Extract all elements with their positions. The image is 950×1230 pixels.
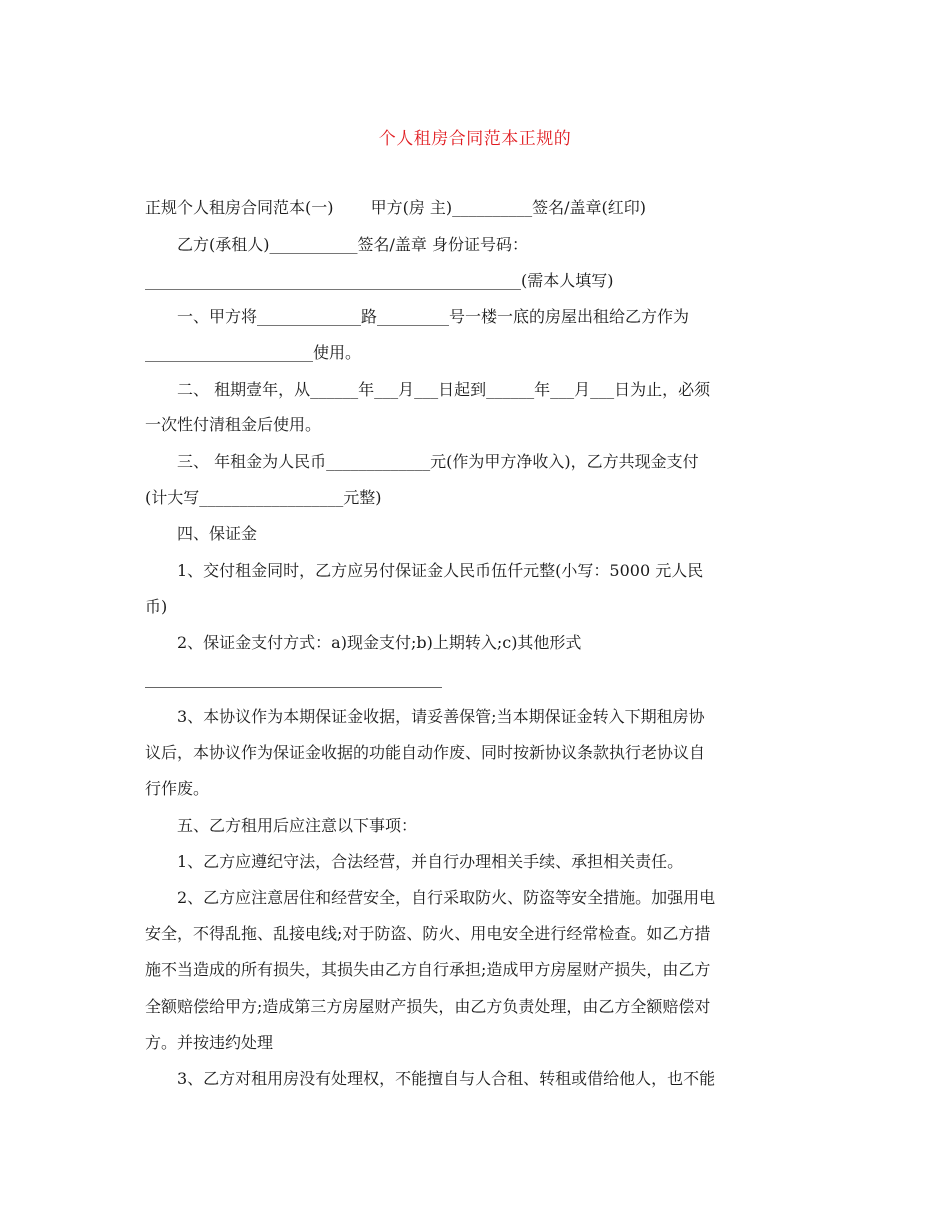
para-line: _____________________使用。 — [145, 343, 362, 362]
para-line: 五、乙方租用后应注意以下事项： — [145, 816, 418, 835]
document-title: 个人租房合同范本正规的 — [378, 129, 572, 149]
para-line: 2、乙方应注意居住和经营安全，自行采取防火、防盗等安全措施。加强用电 — [145, 888, 716, 907]
para-line: 二、 租期壹年，从______年___月___日起到______年___月___日为止，必须 — [145, 380, 711, 399]
para-line: 行作废。 — [145, 779, 210, 798]
para-line: 安全，不得乱拖、乱接电线;对于防盗、防火、用电安全进行经常检查。如乙方措 — [145, 924, 711, 943]
para-line: 三、 年租金为人民币_____________元(作为甲方净收入)，乙方共现金支付 — [145, 452, 699, 471]
para-line: 币) — [145, 597, 168, 616]
para-line: 3、本协议作为本期保证金收据，请妥善保管;当本期保证金转入下期租房协 — [145, 707, 705, 726]
para-line: 施不当造成的所有损失，其损失由乙方自行承担;造成甲方房屋财产损失，由乙方 — [145, 960, 711, 979]
para-line: 方。并按违约处理 — [145, 1033, 274, 1052]
para-line: 正规个人租房合同范本(一) 甲方(房 主)__________签名/盖章(红印) — [145, 198, 647, 217]
para-line: 1、交付租金同时，乙方应另付保证金人民币伍仟元整(小写：5000 元人民 — [145, 561, 704, 580]
para-line: 一、甲方将_____________路_________号一楼一底的房屋出租给乙方作为 — [145, 307, 690, 326]
blank-fill-rule — [145, 687, 442, 688]
para-line: (计大写__________________元整) — [145, 488, 382, 507]
para-line: 乙方(承租人)___________签名/盖章 身份证号码： — [145, 235, 528, 254]
para-line: 3、乙方对租用房没有处理权，不能擅自与人合租、转租或借给他人，也不能 — [145, 1069, 716, 1088]
para-line: 一次性付清租金后使用。 — [145, 415, 322, 434]
para-line: 2、保证金支付方式：a)现金支付;b)上期转入;c)其他形式 — [145, 633, 582, 652]
para-line: _______________________________________________(需本人填写) — [145, 271, 614, 290]
para-line: 议后，本协议作为保证金收据的功能自动作废、同时按新协议条款执行老协议自 — [145, 743, 706, 762]
para-line: 1、乙方应遵纪守法，合法经营，并自行办理相关手续、承担相关责任。 — [145, 852, 684, 871]
para-line: 四、保证金 — [145, 524, 258, 543]
para-line: 全额赔偿给甲方;造成第三方房屋财产损失，由乙方负责处理，由乙方全额赔偿对 — [145, 997, 711, 1016]
